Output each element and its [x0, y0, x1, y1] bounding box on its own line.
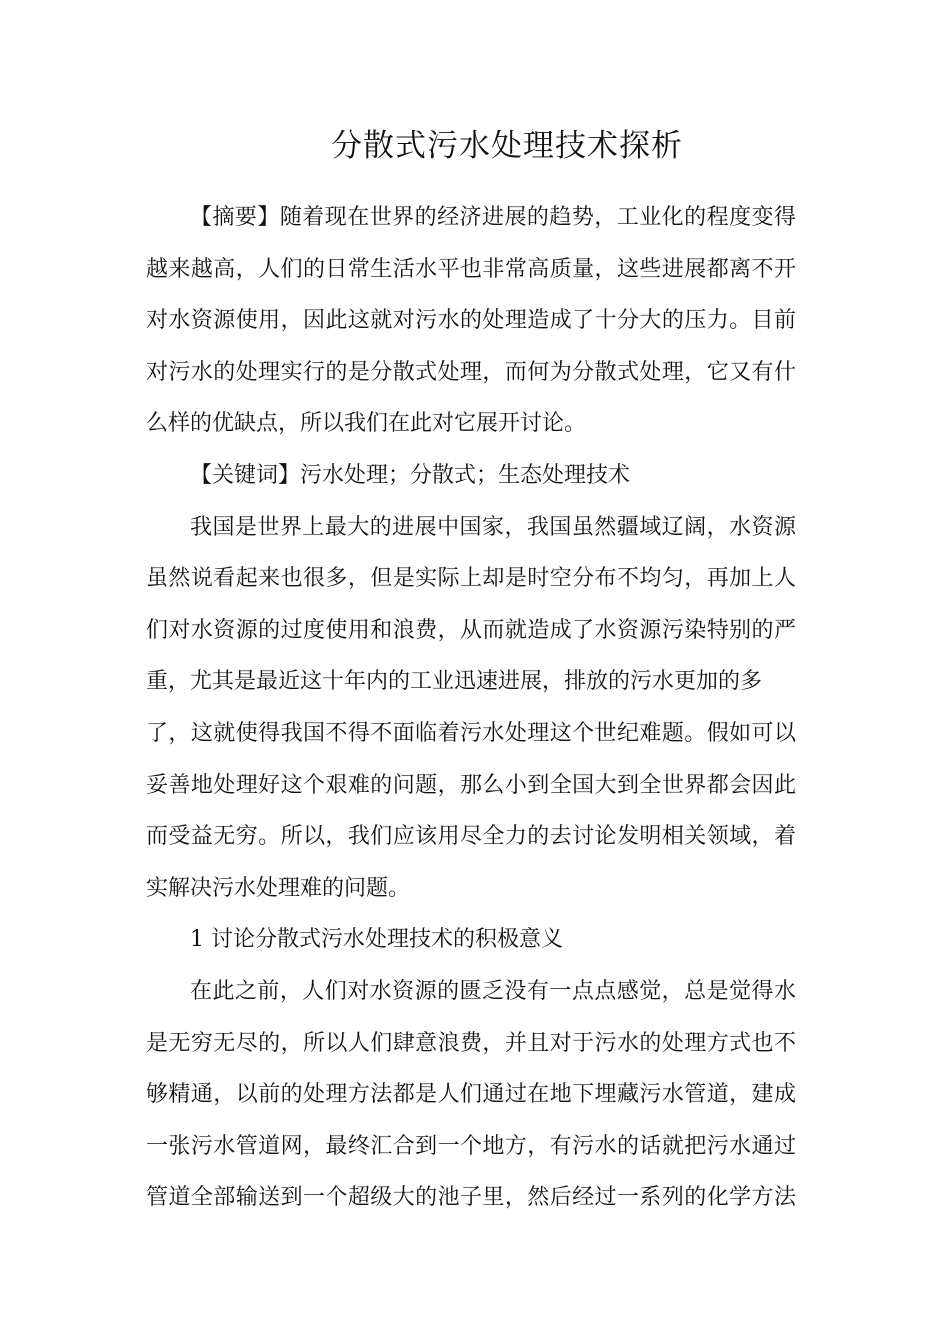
intro-line: 实解决污水处理难的问题。: [146, 875, 411, 901]
abstract-line: 么样的优缺点，所以我们在此对它展开讨论。: [146, 411, 587, 437]
section-1-paragraph: [146, 966, 796, 1224]
section-heading: [146, 914, 796, 966]
section-1-line: 一张污水管道网，最终汇合到一个地方，有污水的话就把污水通过: [146, 1133, 796, 1159]
intro-line: 重，尤其是最近这十年内的工业迅速进展，排放的污水更加的多: [146, 669, 763, 695]
abstract-paragraph: [146, 192, 796, 450]
abstract-line: 对污水的处理实行的是分散式处理，而何为分散式处理，它又有什: [146, 359, 796, 385]
intro-line: 而受益无穷。所以，我们应该用尽全力的去讨论发明相关领域，着: [146, 824, 796, 850]
intro-line: 我国是世界上最大的进展中国家，我国虽然疆域辽阔，水资源: [190, 514, 796, 540]
section-1-line: 在此之前，人们对水资源的匮乏没有一点点感觉，总是觉得水: [190, 978, 796, 1004]
document-body: [146, 192, 796, 1224]
abstract-line: 越来越高，人们的日常生活水平也非常高质量，这些进展都离不开: [146, 256, 796, 282]
section-1-line: 够精通，以前的处理方法都是人们通过在地下埋藏污水管道，建成: [146, 1082, 796, 1108]
section-1-heading: 1 讨论分散式污水处理技术的积极意义: [190, 927, 563, 953]
intro-paragraph: [146, 502, 796, 915]
abstract-line: 对水资源使用，因此这就对污水的处理造成了十分大的压力。目前: [146, 308, 796, 334]
intro-line: 们对水资源的过度使用和浪费，从而就造成了水资源污染特别的严: [146, 617, 796, 643]
section-1-line: 管道全部输送到一个超级大的池子里，然后经过一系列的化学方法: [146, 1185, 796, 1211]
section-1-line: 是无穷无尽的，所以人们肆意浪费，并且对于污水的处理方式也不: [146, 1030, 796, 1056]
document-title: 分散式污水处理技术探析: [331, 128, 683, 164]
intro-line: 了，这就使得我国不得不面临着污水处理这个世纪难题。假如可以: [146, 720, 796, 746]
intro-line: 妥善地处理好这个艰难的问题，那么小到全国大到全世界都会因此: [146, 772, 796, 798]
keywords-line: 【关键词】污水处理；分散式；生态处理技术: [190, 462, 631, 488]
keywords-paragraph: [146, 450, 796, 502]
intro-line: 虽然说看起来也很多，但是实际上却是时空分布不均匀，再加上人: [146, 566, 796, 592]
abstract-line: 【摘要】随着现在世界的经济进展的趋势，工业化的程度变得: [190, 205, 796, 230]
